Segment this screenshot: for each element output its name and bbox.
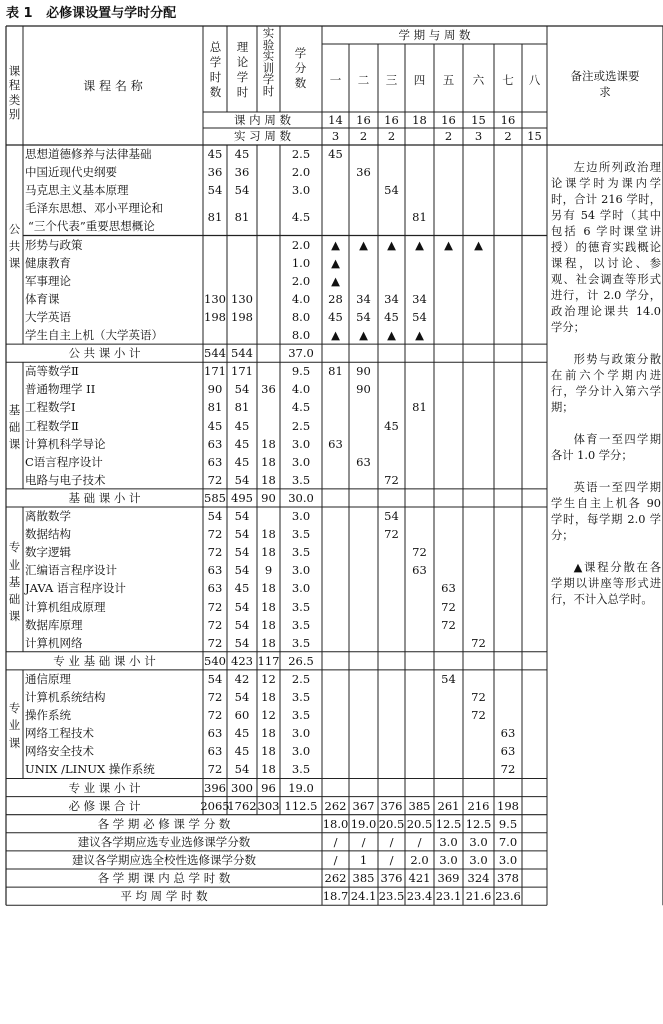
- course-name: UNIX /LINUX 操作系统: [25, 762, 155, 777]
- semester-cell: 54: [356, 309, 371, 324]
- semester-header-6: 六: [472, 73, 485, 87]
- semester-cell: ▲: [415, 328, 424, 342]
- summary-cell: /: [389, 834, 394, 849]
- total-cell: 63: [207, 744, 223, 759]
- total-cell: 72: [207, 545, 223, 560]
- summary-cell: 19.0: [350, 816, 377, 831]
- total-cell: 54: [207, 671, 223, 686]
- course-name: 学生自主上机（大学英语）: [25, 328, 163, 342]
- in-class-weeks-cell: 16: [500, 113, 516, 127]
- summary-row-label: 各 学 期 课 内 总 学 时 数: [97, 871, 231, 885]
- practice-weeks-cell: 2: [387, 129, 396, 143]
- practice-weeks-cell: 3: [474, 129, 483, 143]
- course-name: 军事理论: [25, 273, 71, 288]
- total-cell: 63: [207, 563, 223, 578]
- lab-cell: 18: [261, 472, 276, 487]
- course-name: 工程数学Ⅱ: [25, 418, 79, 433]
- credit-cell: 26.5: [288, 653, 314, 668]
- remark-paragraph: 体育一至四学期各计 1.0 学分；: [551, 433, 661, 462]
- course-name: 操作系统: [25, 708, 71, 723]
- summary-cell: 376: [380, 871, 403, 885]
- summary-cell: 23.1: [435, 889, 462, 904]
- theory-cell: 54: [234, 690, 250, 704]
- summary-row-label: 建议各学期应选全校性选修课学分数: [72, 852, 256, 867]
- semester-cell: 63: [500, 726, 516, 741]
- credit-cell: 112.5: [284, 798, 318, 813]
- lab-cell: 18: [261, 617, 276, 632]
- lab-hours-header: 实验实训学时: [262, 26, 275, 98]
- remark-paragraph: ▲课程分散在各学期以讲座等形式进行，不计入总学时。: [551, 561, 661, 606]
- theory-cell: 45: [234, 744, 250, 759]
- theory-cell: 495: [231, 490, 253, 505]
- in-class-weeks-label: 课 内 周 数: [234, 113, 291, 127]
- theory-cell: 300: [231, 780, 253, 795]
- summary-cell: /: [333, 852, 338, 867]
- course-name: 计算机科学导论: [25, 436, 106, 451]
- course-name: 工程数学Ⅰ: [25, 400, 76, 415]
- semester-cell: ▲: [359, 237, 368, 252]
- summary-cell: 369: [437, 871, 460, 885]
- semester-cell: 36: [356, 165, 371, 180]
- category-label: 专业课: [8, 701, 21, 750]
- semester-cell: ▲: [331, 273, 340, 288]
- credit-cell: 3.0: [291, 454, 311, 469]
- credit-cell: 3.0: [291, 183, 311, 198]
- credit-cell: 2.0: [291, 237, 311, 252]
- theory-cell: 544: [231, 346, 253, 361]
- semester-cell: 63: [500, 744, 516, 759]
- summary-cell: 12.5: [435, 816, 462, 831]
- course-name-line2: “三个代表”重要思想概论: [28, 219, 155, 234]
- theory-cell: 54: [234, 617, 250, 632]
- theory-cell: 54: [234, 599, 250, 614]
- semester-cell: 72: [384, 527, 399, 542]
- total-cell: 72: [207, 599, 223, 614]
- theory-cell: 45: [234, 436, 250, 451]
- theory-cell: 45: [234, 454, 250, 469]
- summary-cell: 262: [324, 871, 347, 885]
- summary-cell: 24.1: [350, 889, 377, 904]
- theory-hours-header: 理论学时: [236, 40, 249, 99]
- practice-weeks-cell: 15: [527, 129, 542, 143]
- course-name: 大学英语: [25, 309, 71, 324]
- semester-header-5: 五: [442, 73, 455, 87]
- credit-cell: 2.5: [291, 418, 311, 433]
- total-cell: 72: [207, 527, 223, 542]
- course-name: 毛泽东思想、邓小平理论和: [25, 201, 163, 216]
- course-name: JAVA 语言程序设计: [25, 581, 126, 596]
- credit-cell: 3.0: [291, 509, 311, 523]
- remarks-column: [551, 160, 661, 608]
- course-name: 汇编语言程序设计: [25, 563, 117, 578]
- total-cell: 45: [207, 147, 223, 161]
- total-cell: 198: [204, 309, 226, 324]
- total-cell: 72: [207, 762, 223, 777]
- semester-cell: ▲: [331, 328, 340, 342]
- semester-cell: 198: [497, 798, 519, 813]
- semester-cell: 72: [500, 762, 516, 777]
- credit-cell: 9.5: [291, 364, 311, 379]
- semester-cell: 72: [384, 472, 399, 487]
- credit-cell: 4.0: [291, 291, 311, 306]
- credits-header: 学分数: [294, 46, 307, 90]
- theory-cell: 54: [234, 635, 250, 650]
- semester-header-1: 一: [329, 73, 342, 87]
- total-cell: 2065: [200, 798, 230, 813]
- credit-cell: 3.5: [291, 690, 311, 704]
- subtotal-label: 专 业 基 础 课 小 计: [53, 653, 156, 668]
- summary-cell: 21.6: [465, 889, 492, 904]
- remark-paragraph: 左边所列政治理论课学时为课内学时，合计 216 学时，另有 54 学时（其中包括 6 学时课堂讲授）的德育实践概论课程，以讨论、参观、社会调查等形式进行，计 2.0 学分，政治理论课共 14.0 学分；: [551, 161, 661, 334]
- remarks-header: 备注或选课要求: [570, 69, 640, 100]
- course-name: 普通物理学 II: [25, 382, 96, 397]
- semester-cell: 72: [441, 599, 456, 614]
- credit-cell: 3.5: [291, 599, 311, 614]
- theory-cell: 130: [231, 291, 253, 306]
- total-cell: 63: [207, 581, 223, 596]
- credit-cell: 3.5: [291, 527, 311, 542]
- semester-cell: 81: [412, 400, 427, 415]
- semester-cell: 72: [471, 690, 486, 704]
- semester-cell: 262: [324, 798, 347, 813]
- practice-weeks-cell: 2: [444, 129, 453, 143]
- total-cell: 90: [207, 382, 223, 397]
- credit-cell: 8.0: [291, 309, 311, 324]
- subtotal-label: 专 业 课 小 计: [68, 780, 141, 795]
- credit-cell: 3.5: [291, 617, 311, 632]
- credit-cell: 37.0: [288, 346, 314, 361]
- credit-cell: 3.5: [291, 472, 311, 487]
- subtotal-label: 基 础 课 小 计: [68, 490, 141, 505]
- semester-cell: 367: [352, 798, 375, 813]
- semester-cell: 81: [412, 210, 427, 225]
- total-cell: 72: [207, 472, 223, 487]
- semester-cell: 81: [328, 364, 343, 379]
- credit-cell: 3.5: [291, 762, 311, 777]
- theory-cell: 81: [234, 210, 250, 225]
- summary-cell: 18.7: [322, 889, 349, 904]
- semester-header-3: 三: [385, 73, 398, 87]
- lab-cell: 303: [257, 798, 280, 813]
- semester-cell: 385: [408, 798, 431, 813]
- semester-cell: 34: [384, 291, 399, 306]
- credit-cell: 3.0: [291, 726, 311, 741]
- summary-cell: 324: [467, 871, 490, 885]
- theory-cell: 54: [234, 382, 250, 397]
- credit-cell: 2.0: [291, 273, 311, 288]
- summary-cell: 2.0: [410, 852, 429, 867]
- category-header: 课程类别: [8, 64, 21, 122]
- practice-weeks-label: 实 习 周 数: [234, 129, 291, 143]
- lab-cell: 18: [261, 545, 276, 560]
- semester-cell: 63: [328, 436, 343, 451]
- semester-cell: 54: [384, 509, 399, 523]
- credit-cell: 19.0: [288, 780, 314, 795]
- summary-cell: 12.5: [465, 816, 492, 831]
- total-hours-header: 总学时数: [209, 40, 222, 99]
- theory-cell: 54: [234, 762, 250, 777]
- lab-cell: 18: [261, 599, 276, 614]
- semester-header-7: 七: [502, 73, 514, 87]
- credit-cell: 3.0: [291, 744, 311, 759]
- total-cell: 54: [207, 183, 223, 198]
- theory-cell: 171: [231, 364, 253, 379]
- course-name: 高等数学Ⅱ: [25, 364, 79, 379]
- credit-cell: 4.5: [291, 210, 311, 225]
- total-cell: 72: [207, 708, 223, 723]
- theory-cell: 81: [234, 400, 250, 415]
- lab-cell: 12: [261, 708, 276, 723]
- in-class-weeks-cell: 16: [384, 113, 399, 127]
- semester-cell: 63: [441, 581, 456, 596]
- summary-cell: /: [389, 852, 394, 867]
- summary-cell: 3.0: [439, 834, 458, 849]
- theory-cell: 1762: [227, 798, 257, 813]
- course-name: 计算机系统结构: [25, 690, 106, 704]
- lab-cell: 18: [261, 454, 276, 469]
- summary-cell: 3.0: [439, 852, 458, 867]
- theory-cell: 45: [234, 418, 250, 433]
- theory-cell: 423: [231, 653, 253, 668]
- category-label: 专业基础课: [8, 540, 21, 624]
- semester-cell: 261: [437, 798, 460, 813]
- semester-cell: 54: [412, 309, 427, 324]
- theory-cell: 36: [234, 165, 250, 180]
- course-name: 马克思主义基本原理: [25, 183, 129, 198]
- total-cell: 63: [207, 726, 223, 741]
- semester-cell: 54: [441, 671, 456, 686]
- semester-header-8: 八: [528, 73, 541, 87]
- credit-cell: 4.5: [291, 400, 311, 415]
- summary-cell: 20.5: [406, 816, 433, 831]
- total-cell: 72: [207, 635, 223, 650]
- table-title: 表 1 必修课设置与学时分配: [6, 6, 177, 21]
- course-name: 健康教育: [25, 255, 71, 270]
- course-name: 思想道德修养与法律基础: [25, 147, 152, 161]
- course-name: 网络安全技术: [25, 744, 94, 759]
- semester-cell: 376: [380, 798, 403, 813]
- summary-cell: 1: [359, 852, 368, 867]
- summary-cell: 7.0: [498, 834, 518, 849]
- credit-cell: 3.5: [291, 708, 311, 723]
- course-name: 电路与电子技术: [25, 472, 106, 487]
- lab-cell: 96: [261, 780, 276, 795]
- semester-cell: 63: [412, 563, 427, 578]
- category-label: 公共课: [8, 221, 21, 271]
- semester-cell: ▲: [415, 237, 424, 252]
- total-cell: 81: [207, 210, 223, 225]
- credit-cell: 8.0: [291, 328, 311, 342]
- theory-cell: 198: [231, 309, 253, 324]
- total-cell: 72: [207, 617, 223, 632]
- theory-cell: 54: [234, 545, 250, 560]
- semester-cell: 34: [412, 291, 427, 306]
- summary-cell: 23.5: [378, 889, 405, 904]
- summary-cell: /: [333, 834, 338, 849]
- theory-cell: 42: [234, 671, 250, 686]
- total-cell: 72: [207, 690, 223, 704]
- category-label: 基础课: [8, 402, 21, 452]
- semester-cell: ▲: [331, 237, 340, 252]
- semester-header-4: 四: [413, 73, 426, 87]
- practice-weeks-cell: 2: [359, 129, 368, 143]
- theory-cell: 45: [234, 726, 250, 741]
- theory-cell: 54: [234, 563, 250, 578]
- credit-cell: 3.0: [291, 581, 311, 596]
- total-cell: 45: [207, 418, 223, 433]
- practice-weeks-cell: 2: [504, 129, 512, 143]
- credit-cell: 4.0: [291, 382, 311, 397]
- semester-header-2: 二: [357, 73, 370, 87]
- total-cell: 63: [207, 454, 223, 469]
- total-cell: 130: [204, 291, 226, 306]
- semester-cell: 90: [356, 364, 371, 379]
- in-class-weeks-cell: 15: [471, 113, 486, 127]
- total-cell: 81: [207, 400, 223, 415]
- semester-cell: ▲: [331, 255, 340, 270]
- course-name: 数字逻辑: [25, 545, 71, 560]
- semester-cell: 63: [356, 454, 371, 469]
- lab-cell: 18: [261, 527, 276, 542]
- lab-cell: 9: [264, 563, 273, 578]
- theory-cell: 60: [234, 708, 250, 723]
- lab-cell: 18: [261, 762, 276, 777]
- course-name: 通信原理: [25, 671, 71, 686]
- summary-row-label: 平 均 周 学 时 数: [120, 889, 208, 904]
- semester-group-header: 学 期 与 周 数: [398, 28, 471, 42]
- course-name: 离散数学: [25, 509, 71, 523]
- course-name: C语言程序设计: [25, 454, 103, 469]
- course-name: 形势与政策: [25, 237, 83, 252]
- semester-cell: 45: [328, 147, 343, 161]
- course-name: 体育课: [25, 291, 60, 306]
- summary-cell: /: [417, 834, 422, 849]
- summary-cell: 3.0: [469, 852, 488, 867]
- course-name: 网络工程技术: [25, 726, 94, 741]
- lab-cell: 18: [261, 436, 276, 451]
- total-row-label: 必 修 课 合 计: [68, 798, 141, 813]
- credit-cell: 30.0: [288, 490, 314, 505]
- total-cell: 171: [204, 364, 226, 379]
- semester-cell: 90: [356, 382, 371, 397]
- lab-cell: 18: [261, 726, 276, 741]
- semester-cell: 45: [384, 418, 399, 433]
- lab-cell: 18: [261, 635, 276, 650]
- course-name: 计算机组成原理: [25, 599, 106, 614]
- theory-cell: 54: [234, 527, 250, 542]
- theory-cell: 54: [234, 472, 250, 487]
- course-name: 数据库原理: [25, 617, 83, 632]
- summary-cell: 23.4: [406, 889, 433, 904]
- theory-cell: 54: [234, 509, 250, 523]
- lab-cell: 90: [261, 490, 276, 505]
- course-name: 数据结构: [25, 527, 71, 542]
- lab-cell: 12: [261, 671, 276, 686]
- lab-cell: 18: [261, 690, 276, 704]
- lab-cell: 18: [261, 581, 276, 596]
- theory-cell: 54: [234, 183, 250, 198]
- total-cell: 544: [204, 346, 226, 361]
- semester-cell: 216: [467, 798, 490, 813]
- semester-cell: ▲: [387, 237, 396, 252]
- practice-weeks-cell: 3: [331, 129, 340, 143]
- in-class-weeks-cell: 16: [356, 113, 371, 127]
- summary-cell: 18.0: [322, 816, 349, 831]
- theory-cell: 45: [234, 581, 250, 596]
- total-cell: 396: [204, 780, 226, 795]
- summary-cell: 378: [497, 871, 519, 885]
- total-cell: 36: [207, 165, 223, 180]
- summary-cell: /: [361, 834, 366, 849]
- credit-cell: 3.5: [291, 635, 311, 650]
- semester-cell: ▲: [444, 237, 453, 252]
- credit-cell: 2.5: [291, 671, 311, 686]
- credit-cell: 2.5: [291, 147, 311, 161]
- summary-cell: 9.5: [498, 816, 518, 831]
- semester-cell: 45: [384, 309, 399, 324]
- lab-cell: 117: [257, 653, 280, 668]
- lab-cell: 36: [261, 382, 276, 397]
- in-class-weeks-cell: 16: [441, 113, 456, 127]
- remark-paragraph: 英语一至四学期学生自主上机各 90 学时，每学期 2.0 学分；: [551, 481, 661, 542]
- in-class-weeks-cell: 14: [328, 113, 343, 127]
- in-class-weeks-cell: 18: [412, 113, 427, 127]
- summary-cell: 3.0: [469, 834, 488, 849]
- theory-cell: 45: [234, 147, 250, 161]
- credit-cell: 2.0: [291, 165, 311, 180]
- semester-cell: ▲: [474, 237, 483, 252]
- summary-row-label: 建议各学期应选专业选修课学分数: [77, 834, 251, 849]
- summary-cell: 20.5: [378, 816, 405, 831]
- summary-cell: 3.0: [498, 852, 518, 867]
- total-cell: 54: [207, 509, 223, 523]
- summary-cell: 385: [352, 871, 375, 885]
- credit-cell: 3.0: [291, 563, 311, 578]
- summary-row-label: 各 学 期 必 修 课 学 分 数: [97, 816, 231, 831]
- remark-paragraph: 形势与政策分散在前六个学期内进行，学分计入第六学期；: [551, 353, 661, 414]
- semester-cell: 54: [384, 183, 399, 198]
- total-cell: 63: [207, 436, 223, 451]
- total-cell: 585: [204, 490, 226, 505]
- total-cell: 540: [204, 653, 226, 668]
- credit-cell: 3.5: [291, 545, 311, 560]
- credit-cell: 1.0: [291, 255, 311, 270]
- lab-cell: 18: [261, 744, 276, 759]
- semester-cell: 72: [471, 635, 486, 650]
- semester-cell: 34: [356, 291, 371, 306]
- semester-cell: 45: [328, 309, 343, 324]
- semester-cell: ▲: [359, 328, 368, 342]
- subtotal-label: 公 共 课 小 计: [68, 346, 141, 361]
- semester-cell: 72: [412, 545, 427, 560]
- semester-cell: ▲: [387, 328, 396, 342]
- credit-cell: 3.0: [291, 436, 311, 451]
- course-name: 计算机网络: [25, 635, 83, 650]
- summary-cell: 23.6: [495, 889, 521, 904]
- semester-cell: 28: [328, 291, 343, 306]
- course-name: 中国近现代史纲要: [25, 165, 117, 180]
- summary-cell: 421: [408, 871, 431, 885]
- course-name-header: 课 程 名 称: [83, 79, 143, 93]
- semester-cell: 72: [441, 617, 456, 632]
- semester-cell: 72: [471, 708, 486, 723]
